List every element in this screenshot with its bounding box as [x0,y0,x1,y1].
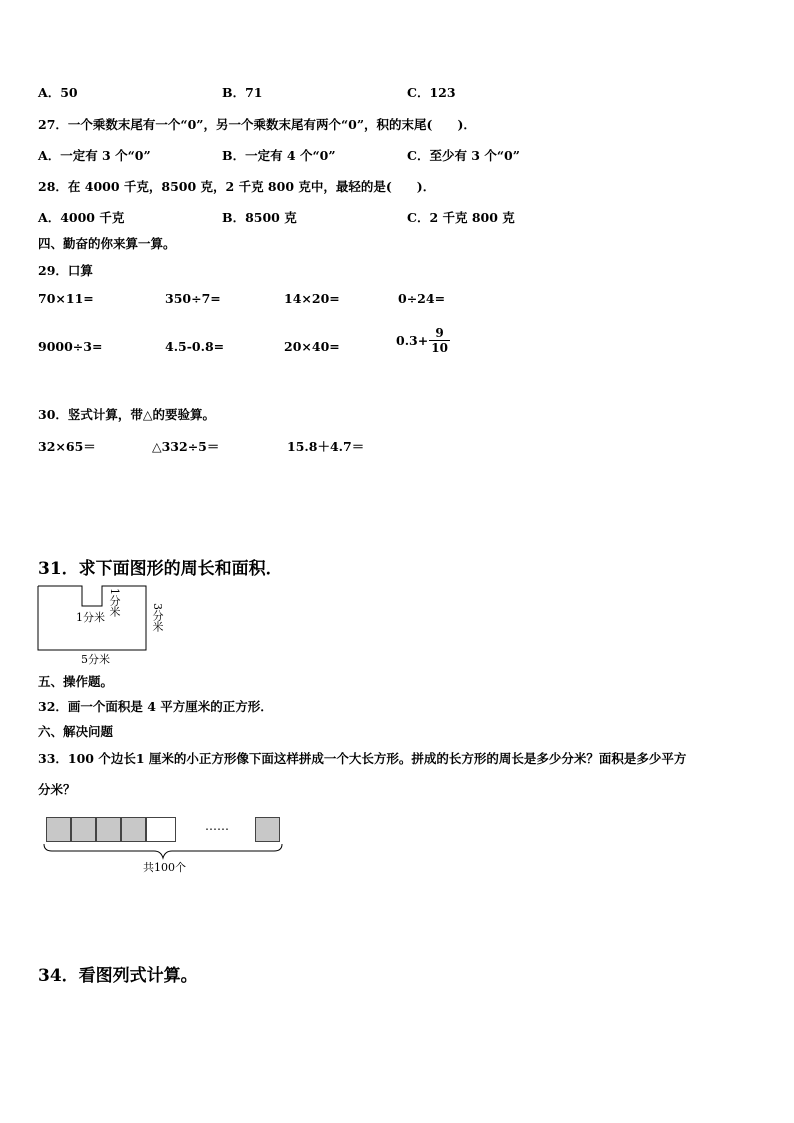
ellipsis: …… [205,819,229,833]
q27-option-b: B．一定有 4 个“0” [222,148,336,163]
q28-option-a: A．4000 千克 [38,210,125,225]
q33-question-line2: 分米？ [38,782,76,797]
q26-option-c: C．123 [407,85,456,100]
q28-option-b: B．8500 克 [222,210,297,225]
q29-item: 0÷24= [398,291,446,306]
small-square-blank [146,817,176,842]
notch-width-label: 1分米 [76,611,105,624]
q33-question-line1: 33．100 个边长1 厘米的小正方形像下面这样拼成一个大长方形。拼成的长方形的周长是多少分米？面积是多少平方 [38,751,687,766]
q29-item: 70×11= [38,291,94,306]
q32-question: 32．画一个面积是 4 平方厘米的正方形． [38,699,273,714]
fraction-numerator: 9 [435,326,444,340]
small-square-last [255,817,280,842]
section-5-heading: 五、操作题。 [38,674,114,689]
fraction [429,326,450,355]
section-4-heading: 四、勤奋的你来算一算。 [38,236,176,251]
q26-option-b: B．71 [222,85,263,100]
q26-option-a: A．50 [38,85,78,100]
q28-option-c: C．2 千克 800 克 [407,210,515,225]
section-6-heading: 六、解决问题 [38,724,114,739]
q29-fraction-item [396,326,450,355]
q29-fraction-prefix: 0.3+ [396,333,429,348]
q29-item: 350÷7= [165,291,221,306]
small-square [121,817,146,842]
small-square [71,817,96,842]
q27-question: 27．一个乘数末尾有一个“0”，另一个乘数末尾有两个“0”，积的末尾( )． [38,117,476,132]
q30-title: 30．竖式计算，带△的要验算。 [38,407,216,422]
q28-question: 28．在 4000 千克，8500 克，2 千克 800 克中，最轻的是( )． [38,179,436,194]
q27-option-a: A．一定有 3 个“0” [38,148,151,163]
brace-path [44,844,282,858]
q30-item: 32×65＝ [38,439,96,454]
q29-item: 4.5-0.8= [165,339,225,354]
q29-title: 29．口算 [38,263,93,278]
fraction-denominator: 10 [431,341,448,355]
q34-title: 34．看图列式计算。 [38,966,198,986]
q29-item: 20×40= [284,339,340,354]
small-square [96,817,121,842]
brace-label: 共100个 [143,861,186,874]
brace [42,842,284,860]
q29-item: 9000÷3= [38,339,103,354]
width-label: 5分米 [81,653,110,666]
q30-item: 15.8＋4.7＝ [287,439,365,454]
height-label: 3分米 [151,603,164,632]
q27-option-c: C．至少有 3 个“0” [407,148,520,163]
small-square [46,817,71,842]
notch-depth-label: 1分米 [108,588,121,617]
q29-item: 14×20= [284,291,340,306]
q30-item: △332÷5＝ [152,439,220,454]
q31-title: 31．求下面图形的周长和面积． [38,559,283,579]
